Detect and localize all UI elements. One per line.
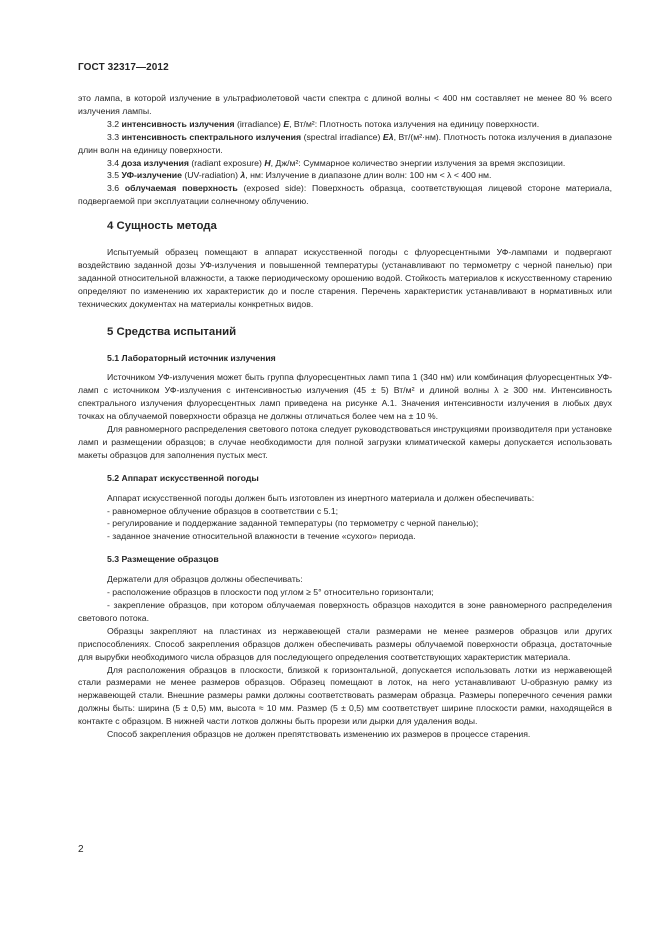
list-item: - расположение образцов в плоскости под углом ≥ 5° относительно горизонтали;: [107, 587, 434, 598]
definition-term: интенсивность излучения: [121, 118, 235, 129]
list-item: - равномерное облучение образцов в соответствии с 5.1;: [107, 505, 339, 516]
definition-term: интенсивность спектрального излучения: [121, 131, 302, 142]
definition-term: доза излучения: [121, 157, 189, 168]
definition-number: 3.4: [107, 157, 120, 168]
subsection-5-1-heading: 5.1 Лабораторный источник излучения: [107, 352, 276, 363]
definition-symbol: λ: [240, 170, 246, 181]
subsection-5-1-paragraph-1: Источником УФ-излучения может быть группа флуоресцентных ламп типа 1 (340 нм) или комбинация флуоресцентных УФ-ламп с источником УФ-излучения с интенсивностью излучения (45 ± 5) Вт/м² и длиной волны λ ≥ 300 нм. Интенсивность спектрального излучения флуоресцентных ламп приведена на рисунке А.1. Значения интенсивности излучения в любых двух точках на облучаемой поверхности образца не должны отличаться более чем на ± 10 %.: [78, 372, 612, 422]
document-header: ГОСТ 32317—2012: [78, 62, 169, 73]
subsection-5-3-paragraph-2: Образцы закрепляют на пластинах из нержавеющей стали размерами не менее размеров образцов или других приспособлениях. Способ закрепления образцов должен обеспечивать размеры облучаемой поверхности образца, достаточные для вырубки необходимого числа образцов для последующего определения соответствующих характеристик материала.: [78, 625, 612, 662]
definition-number: 3.5: [107, 170, 120, 181]
subsection-5-3-paragraph-1: Держатели для образцов должны обеспечивать:: [107, 574, 303, 585]
definition-symbol: H: [264, 157, 271, 168]
definition-3-3: [78, 131, 612, 157]
definition-english: (irradiance): [236, 118, 281, 129]
list-item: - заданное значение относительной влажности в течение «сухого» периода.: [107, 531, 416, 542]
section-4-heading: 4 Сущность метода: [107, 220, 217, 233]
page-content: [78, 92, 612, 741]
definition-3-6: [78, 182, 612, 208]
subsection-5-3-paragraph-4: Способ закрепления образцов не должен препятствовать изменению их размеров в процессе старения.: [107, 729, 531, 740]
definition-3-5: [78, 169, 612, 182]
definition-text: , Дж/м²: Суммарное количество энергии излучения за время экспозиции.: [270, 157, 566, 168]
definition-3-4: [78, 157, 612, 170]
subsection-5-3-paragraph-3: Для расположения образцов в плоскости, близкой к горизонтальной, допускается использовать лотки из нержавеющей стали размерами не менее размеров образцов. Образец помещают в лоток, на него устанавливают U-образную рамку из нержавеющей стали. Внешние размеры рамки должны соответствовать размерам образца. Размеры поперечного сечения рамки должны быть: ширина (5 ± 0,5) мм, высота ≈ 10 мм. Размер (5 ± 0,5) мм соответствует ширине плоскости рамки, находящейся в контакте с образцом. В нижней части лотков должны быть прорези или дырки для удаления воды.: [78, 664, 612, 727]
subsection-5-3-heading: 5.3 Размещение образцов: [107, 554, 219, 565]
definition-number: 3.3: [107, 131, 120, 142]
definition-english: (spectral irradiance): [303, 131, 381, 142]
definition-continuation: это лампа, в которой излучение в ультрафиолетовой части спектра с длиной волны < 400 нм составляет не менее 80 % всего излучения лампы.: [78, 93, 612, 116]
section-4-paragraph: Испытуемый образец помещают в аппарат искусственной погоды с флуоресцентными УФ-лампами и подвергают воздействию заданной дозы УФ-излучения и повышенной температуры (устанавливают по термометру с черной панелью) при заданной относительной влажности, а также периодическому орошению водой. Стойкость материалов к искусственному старению определяют по изменению их характеристик до и после старения. Перечень характеристик устанавливают в нормативных или технических документах на материалы конкретных видов.: [78, 247, 612, 309]
definition-english: (radiant exposure): [191, 157, 262, 168]
page-number: 2: [78, 844, 84, 855]
definition-text: , нм: Излучение в диапазоне длин волн: 100 нм < λ < 400 нм.: [245, 170, 492, 181]
definition-text: , Вт/м²: Плотность потока излучения на единицу поверхности.: [289, 118, 540, 129]
definition-text: (exposed side): Поверхность образца, соответствующая лицевой стороне материала, подвергаемой при эксплуатации солнечному облучению.: [78, 183, 612, 207]
section-5-heading: 5 Средства испытаний: [107, 325, 237, 338]
definition-symbol: E: [283, 118, 290, 129]
subsection-5-2-heading: 5.2 Аппарат искусственной погоды: [107, 472, 259, 483]
list-item: - регулирование и поддержание заданной температуры (по термометру с черной панелью);: [107, 518, 479, 529]
list-item: - закрепление образцов, при котором облучаемая поверхность образцов находится в зоне равномерного распределения светового потока.: [78, 600, 612, 623]
definition-number: 3.6: [107, 183, 120, 194]
definition-number: 3.2: [107, 118, 120, 129]
subsection-5-1-paragraph-2: Для равномерного распределения светового потока следует руководствоваться инструкциями производителя при установке ламп и размещении образцов; в случае необходимости для полной загрузки климатической камеры допускается использовать макеты образцов для заполнения пустых мест.: [78, 424, 612, 460]
definition-symbol: Eλ: [382, 131, 394, 142]
definition-term: облучаемая поверхность: [124, 183, 238, 194]
definition-text: , Вт/(м²·нм). Плотность потока излучения в диапазоне длин волн на единицу поверхности.: [78, 131, 612, 155]
definition-term: УФ-излучение: [121, 170, 182, 181]
definition-english: (UV-radiation): [184, 170, 238, 181]
subsection-5-2-paragraph: Аппарат искусственной погоды должен быть изготовлен из инертного материала и должен обеспечивать:: [107, 492, 535, 503]
definition-3-2: [78, 118, 612, 131]
